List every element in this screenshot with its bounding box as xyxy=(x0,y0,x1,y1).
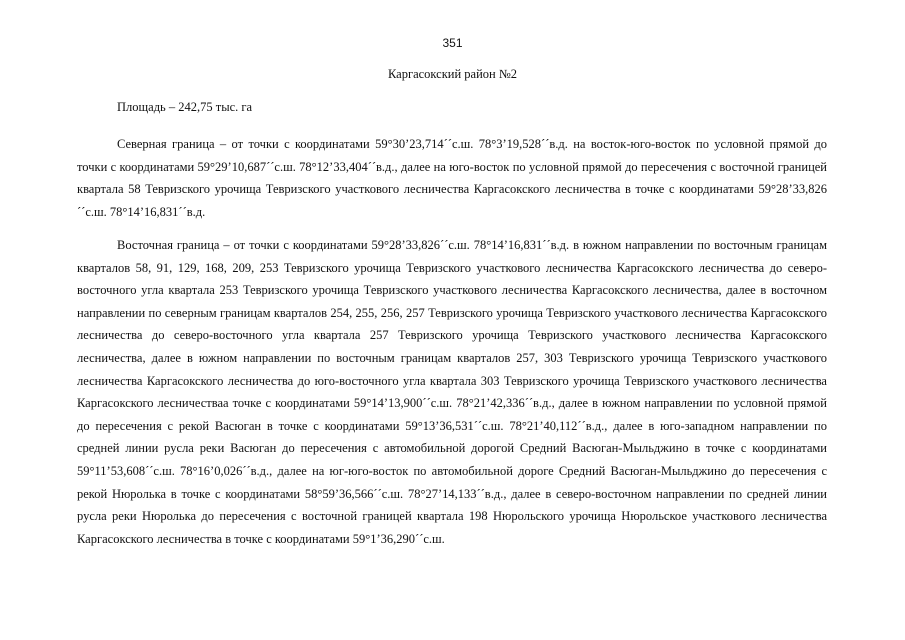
page-number: 351 xyxy=(442,36,463,50)
paragraph-eastern-boundary: Восточная граница – от точки с координатами 59°28’33,826´´с.ш. 78°14’16,831´´в.д. в южном направлении по восточным границам кварталов 58, 91, 129, 168, 209, 253 Тевризского урочища Тевризского участкового лесничества Каргасокского лесничества до северо-восточного угла квартала 253 Тевризского урочища Тевризского участкового лесничества Каргасокского лесничества, далее в восточном направлении по северным границам кварталов 254, 255, 256, 257 Тевризского урочища Тевризского участкового лесничества Каргасокского лесничества до северо-восточного угла квартала 257 Тевризского урочища Тевризского участкового лесничества Каргасокского лесничества, далее в южном направлении по восточным границам кварталов 257, 303 Тевризского урочища Тевризского участкового лесничества Каргасокского лесничества до юго-восточного угла квартала 303 Тевризского урочища Тевризского участкового лесничества Каргасокского лесничестваа точке с координатами 59°14’13,900´´с.ш. 78°21’42,336´´в.д., далее в южном направлении по условной прямой до пересечения с рекой Васюган в точке с координатами 59°13’36,531´´с.ш. 78°21’40,112´´в.д., далее в юго-западном направлении по средней линии русла реки Васюган до пересечения с автомобильной дорогой Средний Васюган-Мыльджино в точке с координатами 59°11’53,608´´с.ш. 78°16’0,026´´в.д., далее на юг-юго-восток по автомобильной дороге Средний Васюган-Мыльджино до пересечения с рекой Нюролька в точке с координатами 58°59’36,566´´с.ш. 78°27’14,133´´в.д., далее в северо-восточном направлении по средней линии русла реки Нюролька до пересечения с восточной границей квартала 198 Нюрольского урочища Нюрольское участкового лесничества Каргасокского лесничества в точке с координатами 59°1’36,290´´с.ш. xyxy=(77,238,827,546)
paragraph-northern-boundary: Северная граница – от точки с координатами 59°30’23,714´´с.ш. 78°3’19,528´´в.д. на восток-юго-восток по условной прямой до точки с координатами 59°29’10,687´´с.ш. 78°12’33,404´´в.д., далее на юго-восток по условной прямой до пересечения с восточной границей квартала 58 Тевризского урочища Тевризского участкового лесничества Каргасокского лесничества в точке с координатами 59°28’33,826´´с.ш. 78°14’16,831´´в.д. xyxy=(77,137,827,219)
area-statement: Площадь – 242,75 тыс. га xyxy=(117,100,253,114)
document-title: Каргасокский район №2 xyxy=(387,67,518,81)
